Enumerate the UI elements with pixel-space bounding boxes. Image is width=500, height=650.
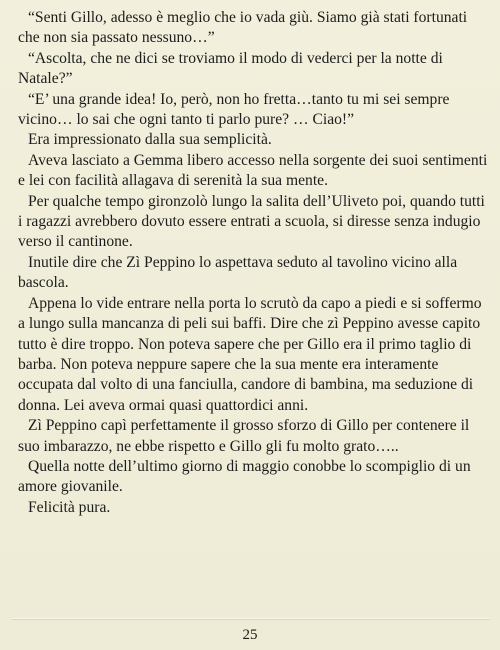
body-text: [18, 8, 492, 518]
paragraph: Appena lo vide entrare nella porta lo scrutò da capo a piedi e si soffermo a lungo sulla mancanza di peli sui baffi. Dire che zì Peppino avesse capito tutto è dire troppo. Non poteva sapere che per Gillo era il primo taglio di barba. Non poteva neppure sapere che la sua mente era interamente occupata dal volto di una fanciulla, candore di bambina, ma seduzione di donna. Lei aveva ormai quasi quattordici anni.: [18, 294, 482, 414]
paragraph: “E’ una grande idea! Io, però, non ho fretta…tanto tu mi sei sempre vicino… lo sai che ogni tanto ti parlo pure? … Ciao!”: [18, 90, 450, 129]
footer-divider: [12, 618, 490, 619]
paragraph: “Senti Gillo, adesso è meglio che io vada giù. Siamo già stati fortunati che non sia passato nessuno…”: [18, 9, 468, 47]
page-number: 25: [242, 627, 258, 643]
paragraph: Era impressionato dalla sua semplicità.: [28, 131, 272, 149]
paragraph: Quella notte dell’ultimo giorno di maggio conobbe lo scompiglio di un amore giovanile.: [18, 457, 471, 496]
paragraph: Inutile dire che Zì Peppino lo aspettava seduto al tavolino vicino alla bascola.: [18, 253, 458, 292]
paragraph: Felicità pura.: [28, 498, 111, 516]
paragraph: “Ascolta, che ne dici se troviamo il modo di vederci per la notte di Natale?”: [18, 49, 443, 88]
paragraph: Aveva lasciato a Gemma libero accesso nella sorgente dei suoi sentimenti e lei con facilità allagava di serenità la sua mente.: [18, 151, 488, 190]
paragraph: Zì Peppino capì perfettamente il grosso sforzo di Gillo per contenere il suo imbarazzo, ne ebbe rispetto e Gillo gli fu molto grato…..: [18, 417, 470, 455]
paragraph: Per qualche tempo gironzolò lungo la salita dell’Uliveto poi, quando tutti i ragazzi avrebbero dovuto essere entrati a scuola, si diresse senza indugio verso il cantinone.: [18, 192, 485, 251]
